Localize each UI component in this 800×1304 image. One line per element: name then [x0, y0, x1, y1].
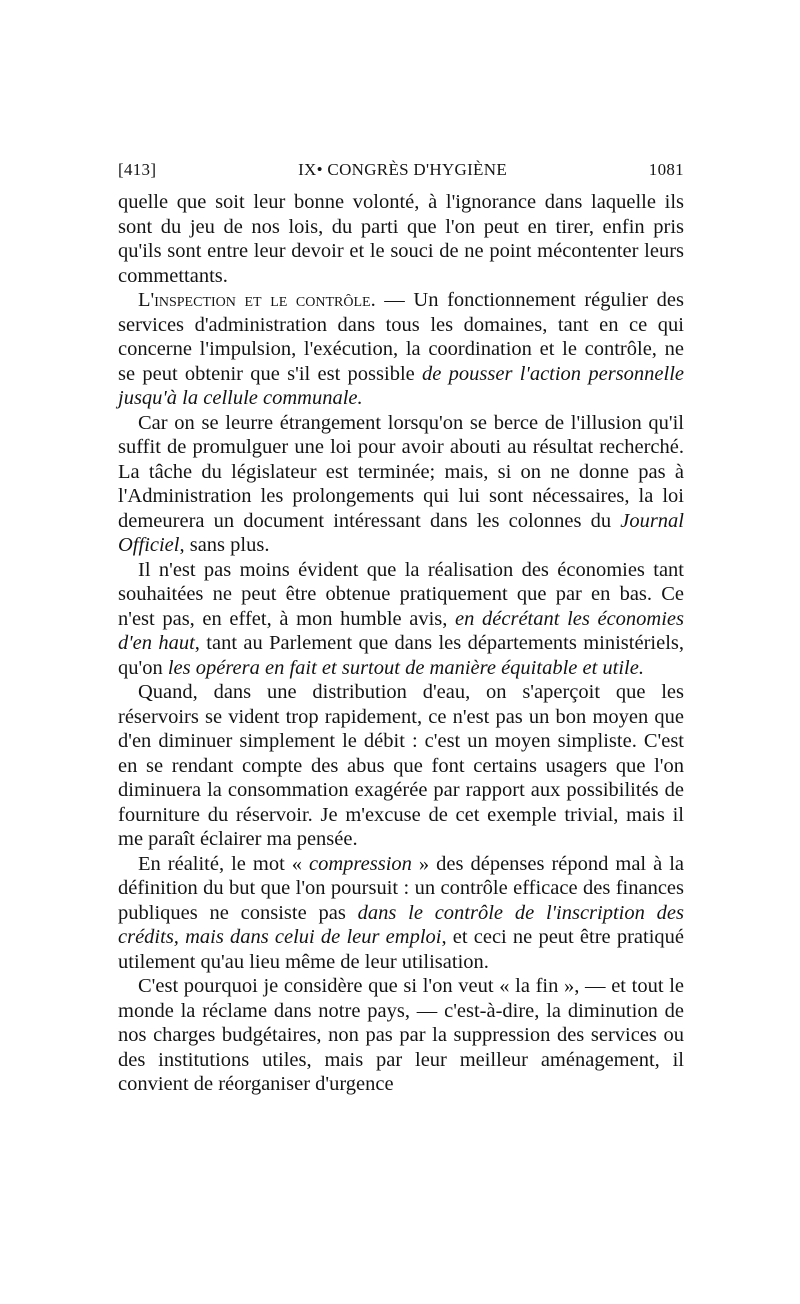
running-header — [118, 160, 684, 180]
paragraph-text: , tant au Parlement que dans les départements ministériels, qu'on — [118, 632, 684, 679]
paragraph — [118, 190, 684, 288]
emphasis-text: en décrétant les économies d'en haut — [118, 607, 684, 654]
section-heading: L'inspection et le contrôle. — [138, 289, 376, 311]
emphasis-text: dans le contrôle de l'inscription des crédits, mais dans celui de leur emploi — [118, 901, 684, 948]
header-title: IX• CONGRÈS D'HYGIÈNE — [298, 160, 508, 179]
paragraph-text: C'est pourquoi je considère que si l'on veut « la fin », — et tout le monde la réclame dans notre pays, — c'est-à-dire, la diminution de nos charges budgétaires, non pas par la suppression des services ou des institutions utiles, mais par leur meilleur aménagement, il convient de réorganiser d'urgence — [118, 975, 684, 1095]
paragraph-text: — Un fonctionnement régulier des services d'administration dans tous les domaines, tant en ce qui concerne l'impulsion, l'exécution, la coordination et le contrôle, ne se peut obtenir que s'il est possible — [118, 289, 684, 385]
paragraph-text: En réalité, le mot « — [138, 852, 310, 875]
paragraph-text: Quand, dans une distribution d'eau, on s'aperçoit que les réservoirs se vident trop rapidement, ce n'est pas un bon moyen que d'en diminuer simplement le débit : c'est un moyen simpliste. C'est en se rendant compte des abus que font certains usagers que l'on diminuera la consommation exagérée par rapport aux possibilités de fourniture du réservoir. Je m'excuse de cet exemple trivial, mais il me paraît éclairer ma pensée. — [118, 681, 684, 850]
paragraph-text: Car on se leurre étrangement lorsqu'on se berce de l'illusion qu'il suffit de promulguer une loi pour avoir abouti au résultat recherché. La tâche du législateur est terminée; mais, si on ne donne pas à l'Administration les prolongements qui lui sont nécessaires, la loi demeurera un document intéressant dans les colonnes du — [118, 411, 684, 532]
paragraph — [118, 558, 684, 681]
paragraph-text: quelle que soit leur bonne volonté, à l'ignorance dans laquelle ils sont du jeu de nos lois, du parti que l'on peut en tirer, enfin pris qu'ils sont entre leur devoir et le souci de ne point mécontenter leurs commettants. — [118, 191, 684, 287]
header-reference: [413] — [118, 160, 157, 179]
page-number: 1081 — [648, 160, 684, 179]
paragraph — [118, 680, 684, 852]
paragraph — [118, 974, 684, 1097]
paragraph-text: Il n'est pas moins évident que la réalisation des économies tant souhaitées ne peut être obtenue pratiquement que par en bas. Ce n'est pas, en effet, à mon humble avis, — [118, 558, 684, 630]
paragraph-text: » des dépenses répond mal à la définition du but que l'on poursuit : un contrôle efficace des finances publiques ne consiste pas — [118, 852, 685, 924]
emphasis-text: de pousser l'action personnelle jusqu'à la cellule communale. — [118, 362, 684, 409]
emphasis-text: compression — [309, 852, 412, 875]
paragraph-text: , sans plus. — [179, 534, 270, 556]
emphasis-text: les opérera en fait et surtout de manière équitable et utile. — [167, 656, 644, 679]
paragraph — [118, 852, 684, 975]
emphasis-text: Journal Officiel — [118, 509, 684, 556]
body-text — [118, 190, 684, 1097]
paragraph-text: , et ceci ne peut être pratiqué utilement qu'au lieu même de leur utilisation. — [118, 926, 684, 973]
paragraph — [118, 411, 684, 558]
paragraph — [118, 288, 684, 411]
